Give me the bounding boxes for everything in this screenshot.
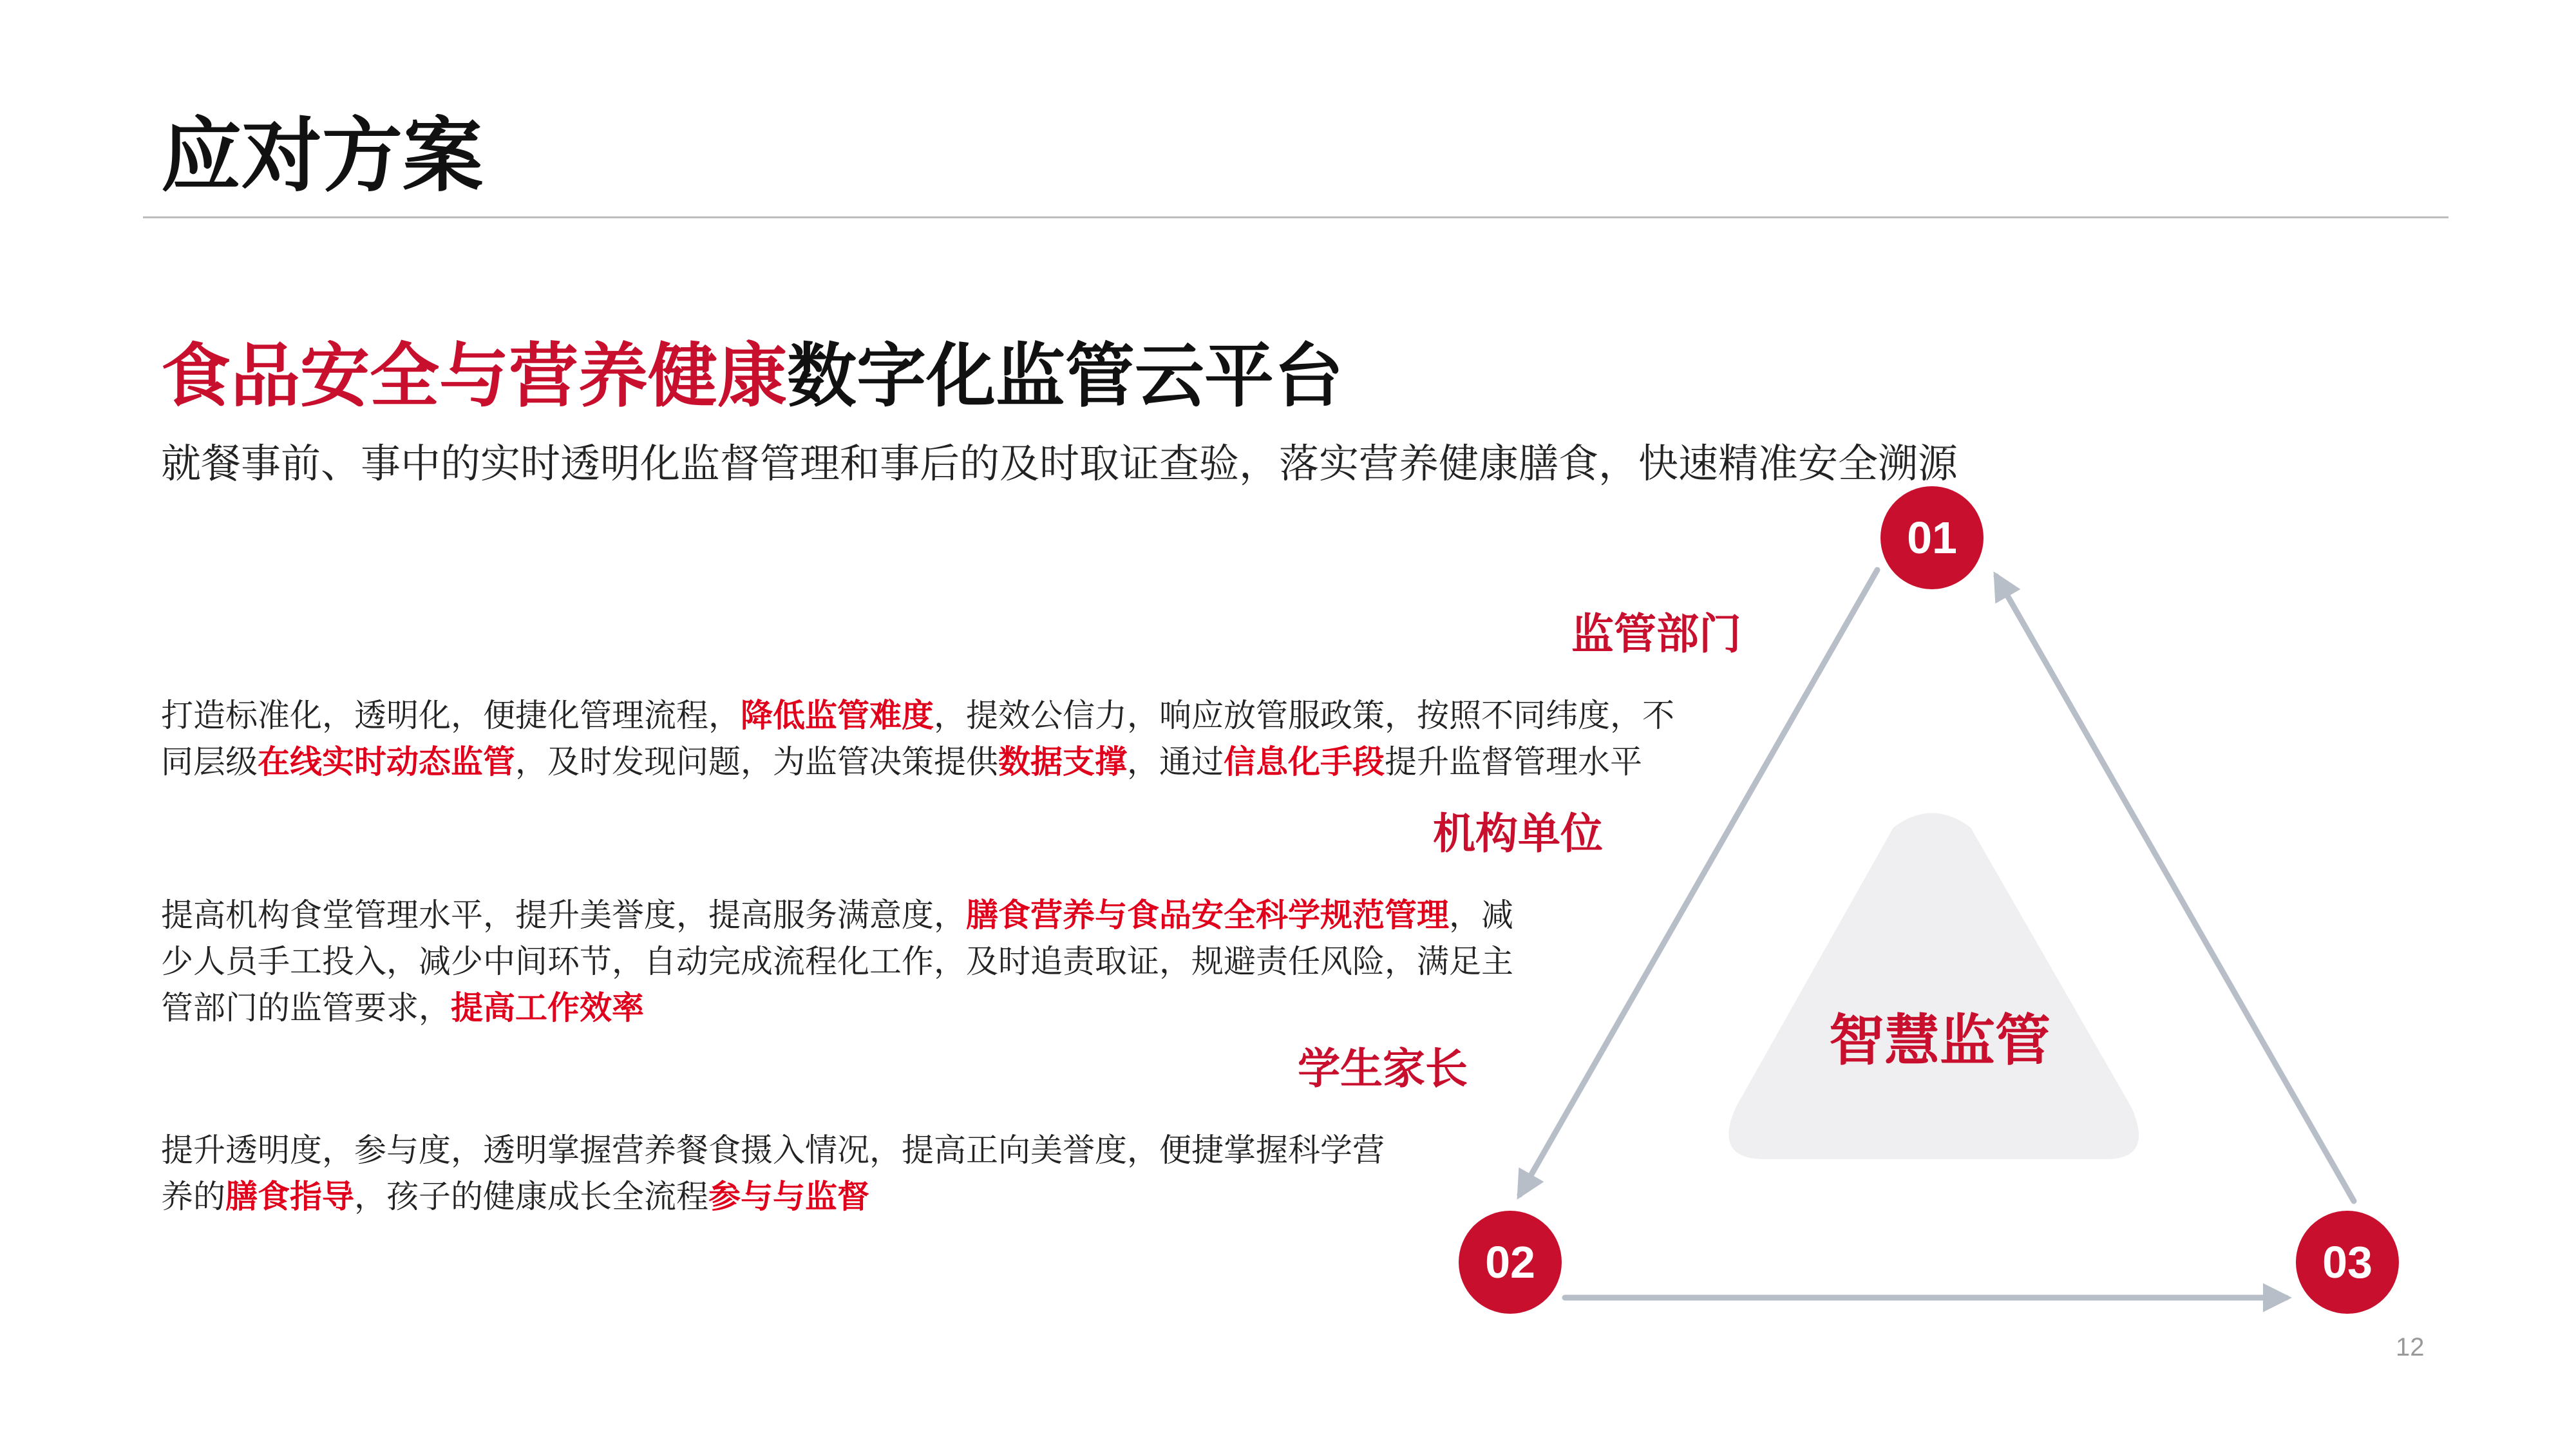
highlight-text: 参与与监督 (708, 1178, 869, 1215)
highlight-text: 降低监管难度 (741, 697, 934, 734)
body-text: 提高机构食堂管理水平，提升美誉度，提高服务满意度， (161, 896, 966, 934)
highlight-text: 膳食指导 (225, 1178, 354, 1215)
center-label: 智慧监管 (1829, 1009, 2050, 1073)
body-text: 提升透明度，参与度，透明掌握营养餐食摄入情况，提高正向美誉度，便捷掌握科学营 (161, 1132, 1385, 1169)
subtitle: 就餐事前、事中的实时透明化监督管理和事后的及时取证查验，落实营养健康膳食，快速精准安全溯源 (161, 440, 1958, 487)
body-text: ，提效公信力，响应放管服政策，按照不同纬度，不 (934, 697, 1674, 734)
node-03: 03 (2296, 1211, 2399, 1314)
role-label-regulator: 监管部门 (1571, 609, 1741, 659)
page-number: 12 (2396, 1333, 2425, 1361)
body-text: 少人员手工投入，减少中间环节，自动完成流程化工作，及时追责取证，规避责任风险，满足主 (161, 943, 1513, 980)
body-text: 同层级 (161, 743, 258, 781)
node-01: 01 (1880, 486, 1984, 589)
body-text: ，孩子的健康成长全流程 (354, 1178, 708, 1215)
highlight-text: 膳食营养与食品安全科学规范管理 (966, 896, 1449, 934)
node-02: 02 (1459, 1211, 1562, 1314)
body-text: 提升监督管理水平 (1385, 743, 1642, 781)
page-title: 应对方案 (161, 109, 483, 203)
highlight-text: 信息化手段 (1224, 743, 1385, 781)
body-text: 打造标准化，透明化，便捷化管理流程， (161, 697, 741, 734)
body-text: ，及时发现问题，为监管决策提供 (515, 743, 998, 781)
headline-red-part: 食品安全与营养健康 (161, 336, 788, 417)
headline-dark-part: 数字化监管云平台 (787, 336, 1344, 417)
body-text: ，减 (1449, 896, 1513, 934)
highlight-text: 在线实时动态监管 (258, 743, 515, 781)
body-text: 养的 (161, 1178, 225, 1215)
role-label-institution: 机构单位 (1433, 809, 1603, 858)
highlight-text: 提高工作效率 (451, 989, 644, 1027)
highlight-text: 数据支撑 (998, 743, 1127, 781)
body-text: ，通过 (1127, 743, 1224, 781)
center-triangle (1728, 813, 2139, 1160)
body-text: 管部门的监管要求， (161, 989, 451, 1027)
role-label-parents: 学生家长 (1298, 1044, 1468, 1094)
